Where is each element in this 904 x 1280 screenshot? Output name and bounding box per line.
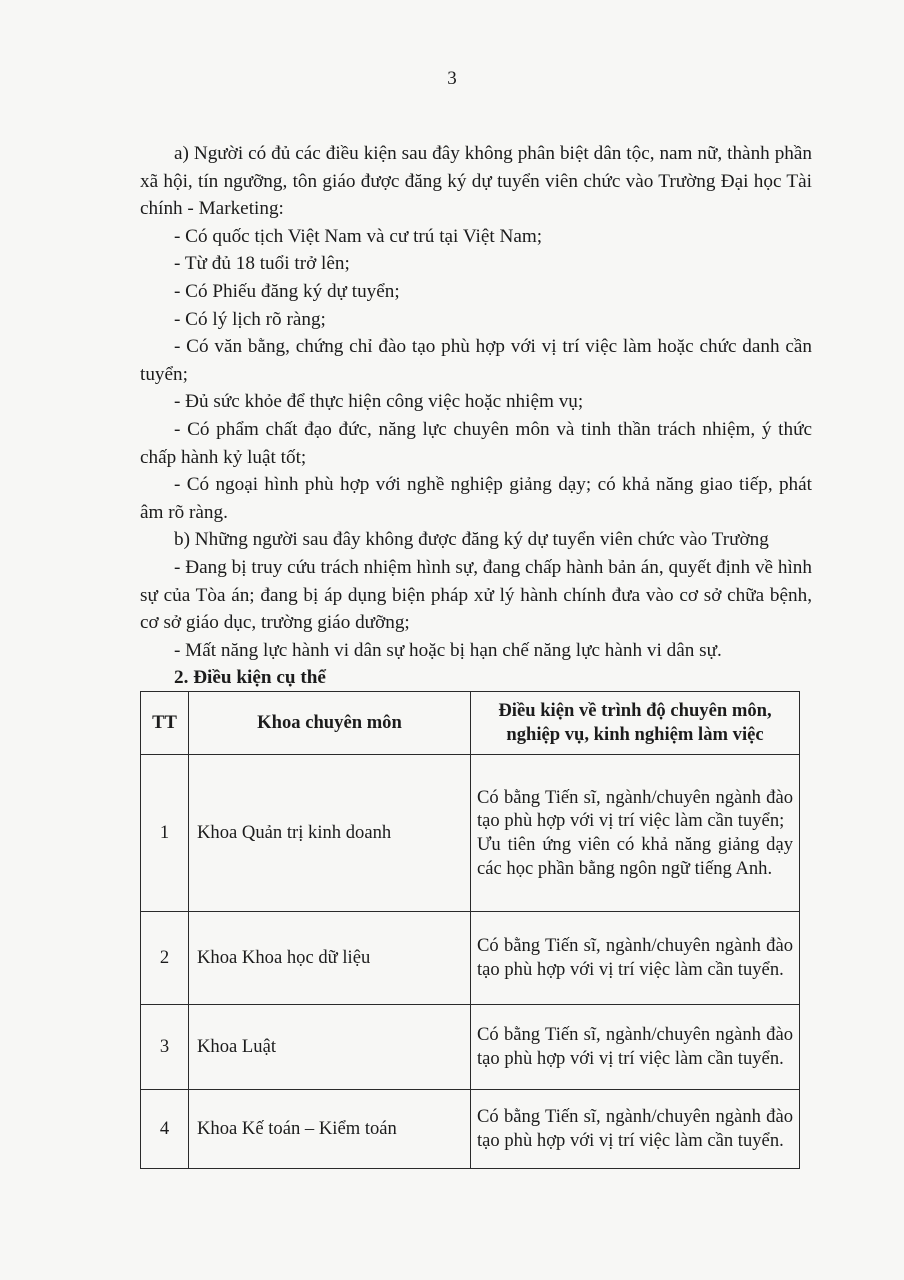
body-text bbox=[140, 140, 812, 692]
exclusion-civil-capacity: - Mất năng lực hành vi dân sự hoặc bị hạn chế năng lực hành vi dân sự. bbox=[174, 639, 722, 661]
cell-dieu-kien bbox=[471, 755, 800, 912]
table-row bbox=[141, 1090, 800, 1169]
paragraph-a-intro: a) Người có đủ các điều kiện sau đây không phân biệt dân tộc, nam nữ, thành phần xã hội, tín ngưỡng, tôn giáo được đăng ký dự tuyển viên chức vào Trường Đại học Tài chính - Marketing: bbox=[140, 143, 812, 220]
condition-ethics: - Có phẩm chất đạo đức, năng lực chuyên môn và tinh thần trách nhiệm, ý thức chấp hành kỷ luật tốt; bbox=[140, 418, 812, 468]
condition-appearance: - Có ngoại hình phù hợp với nghề nghiệp giảng dạy; có khả năng giao tiếp, phát âm rõ ràng. bbox=[140, 474, 812, 523]
cell-dieu-kien bbox=[471, 1090, 800, 1169]
condition-degree: - Có văn bằng, chứng chỉ đào tạo phù hợp với vị trí việc làm hoặc chức danh cần tuyển; bbox=[140, 336, 812, 385]
cell-khoa: Khoa Kế toán – Kiểm toán bbox=[189, 1090, 471, 1169]
condition-age: - Từ đủ 18 tuổi trở lên; bbox=[174, 253, 350, 275]
paragraph-b-intro: b) Những người sau đây không được đăng ký dự tuyển viên chức vào Trường bbox=[174, 529, 769, 551]
page-number: 3 bbox=[447, 68, 457, 89]
condition-nationality: - Có quốc tịch Việt Nam và cư trú tại Việt Nam; bbox=[174, 225, 543, 247]
header-dieu-kien: Điều kiện về trình độ chuyên môn, nghiệp vụ, kinh nghiệm làm việc bbox=[471, 692, 800, 755]
requirement-text: Có bằng Tiến sĩ, ngành/chuyên ngành đào tạo phù hợp với vị trí việc làm cần tuyển; bbox=[477, 786, 793, 832]
requirement-text: Có bằng Tiến sĩ, ngành/chuyên ngành đào tạo phù hợp với vị trí việc làm cần tuyển. bbox=[477, 1106, 793, 1151]
cell-tt: 2 bbox=[141, 912, 189, 1005]
header-tt: TT bbox=[141, 692, 189, 755]
table-header-row bbox=[141, 692, 800, 755]
section-heading: 2. Điều kiện cụ thể bbox=[174, 667, 326, 689]
cell-tt: 4 bbox=[141, 1090, 189, 1169]
cell-khoa: Khoa Quản trị kinh doanh bbox=[189, 755, 471, 912]
header-khoa: Khoa chuyên môn bbox=[189, 692, 471, 755]
condition-registration-form: - Có Phiếu đăng ký dự tuyển; bbox=[174, 280, 400, 302]
condition-health: - Đủ sức khỏe để thực hiện công việc hoặc nhiệm vụ; bbox=[174, 391, 584, 413]
cell-khoa: Khoa Khoa học dữ liệu bbox=[189, 912, 471, 1005]
cell-khoa: Khoa Luật bbox=[189, 1005, 471, 1090]
table-row bbox=[141, 755, 800, 912]
requirement-text: Có bằng Tiến sĩ, ngành/chuyên ngành đào tạo phù hợp với vị trí việc làm cần tuyển. bbox=[477, 1024, 793, 1069]
cell-dieu-kien bbox=[471, 1005, 800, 1090]
priority-text: Ưu tiên ứng viên có khả năng giảng dạy các học phần bằng ngôn ngữ tiếng Anh. bbox=[477, 834, 793, 879]
condition-background: - Có lý lịch rõ ràng; bbox=[174, 308, 326, 330]
table-row bbox=[141, 1005, 800, 1090]
exclusion-criminal: - Đang bị truy cứu trách nhiệm hình sự, đang chấp hành bản án, quyết định về hình sự của Tòa án; đang bị áp dụng biện pháp xử lý hành chính đưa vào cơ sở chữa bệnh, cơ sở giáo dục, trường giáo dưỡng; bbox=[140, 556, 812, 634]
conditions-table bbox=[140, 691, 800, 1169]
cell-tt: 3 bbox=[141, 1005, 189, 1090]
requirement-text: Có bằng Tiến sĩ, ngành/chuyên ngành đào tạo phù hợp với vị trí việc làm cần tuyển. bbox=[477, 935, 793, 980]
table-row bbox=[141, 912, 800, 1005]
cell-tt: 1 bbox=[141, 755, 189, 912]
cell-dieu-kien bbox=[471, 912, 800, 1005]
